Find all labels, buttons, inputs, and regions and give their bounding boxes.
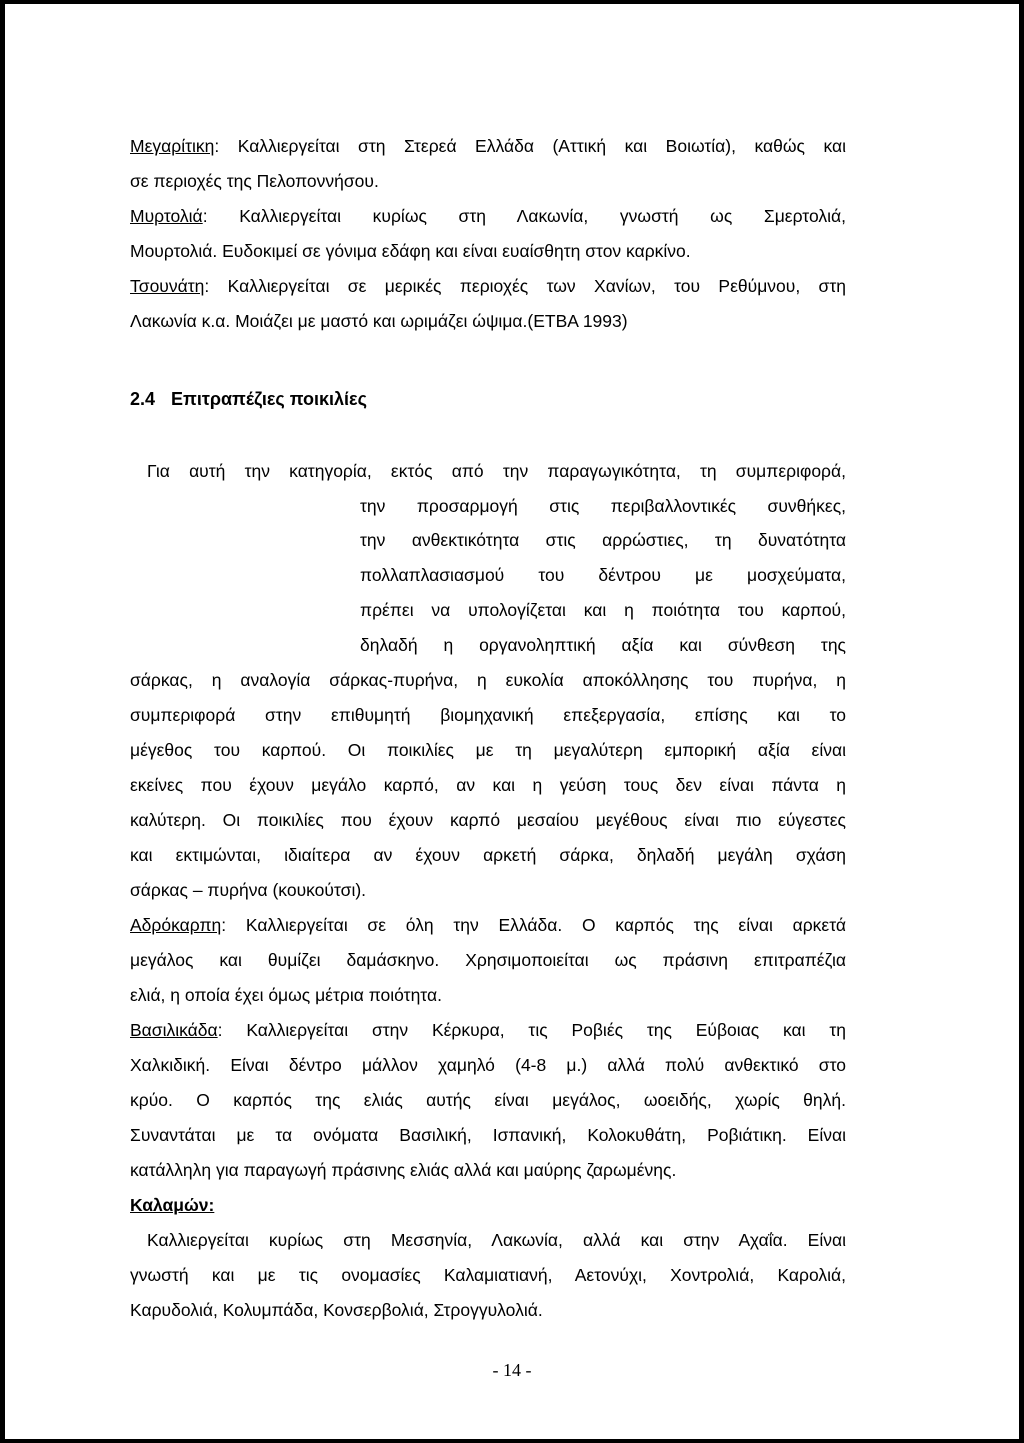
mourtolia-line-2: Μουρτολιά. Ευδοκιμεί σε γόνιμα εδάφη και είναι ευαίσθητη στον καρκίνο. — [130, 241, 691, 261]
tsounati-line-1: Τσουνάτη: Καλλιεργείται σε μερικές περιοχές των Χανίων, του Ρεθύμνου, στη — [130, 276, 846, 296]
text: Καλλιεργείται σε όλη την Ελλάδα. Ο καρπός της είναι αρκετά — [245, 915, 846, 935]
intro-line: την ανθεκτικότητα στις αρρώστιες, τη δυνατότητα — [360, 530, 846, 550]
vasilikada-line-2: Χαλκιδική. Είναι δέντρο μάλλον χαμηλό (4-8 μ.) αλλά πολύ ανθεκτικό στο — [130, 1055, 846, 1075]
intro-line: πρέπει να υπολογίζεται και η ποιότητα του καρπού, — [360, 600, 846, 620]
vasilikada-line-4: Συναντάται με τα ονόματα Βασιλική, Ισπανική, Κολοκυθάτη, Ροβιάτικη. Είναι — [130, 1125, 846, 1145]
vasilikada-line-1: Βασιλικάδα: Καλλιεργείται στην Κέρκυρα, τις Ροβιές της Εύβοιας και τη — [130, 1020, 846, 1040]
variety-term: Καλαμών: — [130, 1195, 215, 1215]
adrokarpi-line-2: μεγάλος και θυμίζει δαμάσκηνο. Χρησιμοποιείται ως πράσινη επιτραπέζια — [130, 950, 846, 970]
intro-line: καλύτερη. Οι ποικιλίες που έχουν καρπό μεσαίου μεγέθους είναι πιο εύγεστες — [130, 810, 846, 830]
section-heading — [130, 386, 367, 412]
intro-line: σάρκας, η αναλογία σάρκας-πυρήνα, η ευκολία αποκόλλησης του πυρήνα, η — [130, 670, 846, 690]
vasilikada-line-5: κατάλληλη για παραγωγή πράσινης ελιάς αλλά και μαύρης ζαρωμένης. — [130, 1160, 677, 1180]
intro-line: πολλαπλασιασμού του δέντρου με μοσχεύματα, — [360, 565, 846, 585]
document-sheet — [5, 4, 1019, 1439]
text: Καλλιεργείται κυρίως στη Λακωνία, γνωστή ως Σμερτολιά, — [239, 206, 846, 226]
kalamon-term-line — [130, 1193, 846, 1217]
megaritiki-line-1: Μεγαρίτικη: Καλλιεργείται στη Στερεά Ελλάδα (Αττική και Βοιωτία), καθώς και — [130, 136, 846, 156]
kalamon-line-1: Καλλιεργείται κυρίως στη Μεσσηνία, Λακωνία, αλλά και στην Αχαΐα. Είναι — [147, 1230, 846, 1250]
text: Καλλιεργείται στη Στερεά Ελλάδα (Αττική και Βοιωτία), καθώς και — [237, 136, 846, 156]
kalamon-line-3: Καρυδολιά, Κολυμπάδα, Κονσερβολιά, Στρογγυλολιά. — [130, 1300, 543, 1320]
intro-line: Για αυτή την κατηγορία, εκτός από την παραγωγικότητα, τη συμπεριφορά, — [147, 461, 846, 481]
intro-line: σάρκας – πυρήνα (κουκούτσι). — [130, 880, 367, 900]
text: Καλλιεργείται στην Κέρκυρα, τις Ροβιές της Εύβοιας και τη — [246, 1020, 846, 1040]
section-number: 2.4 — [130, 389, 156, 409]
variety-term: Βασιλικάδα — [130, 1020, 218, 1040]
intro-line: συμπεριφορά στην επιθυμητή βιομηχανική επεξεργασία, επίσης και το — [130, 705, 846, 725]
section-title: Επιτραπέζιες ποικιλίες — [171, 389, 367, 409]
intro-line: εκείνες που έχουν μεγάλο καρπό, αν και η γεύση τους δεν είναι πάντα η — [130, 775, 846, 795]
megaritiki-line-2: σε περιοχές της Πελοποννήσου. — [130, 171, 379, 191]
variety-term: Μεγαρίτικη — [130, 136, 215, 156]
intro-line: την προσαρμογή στις περιβαλλοντικές συνθήκες, — [360, 496, 846, 516]
page-number: - 14 - — [492, 1360, 532, 1380]
intro-line: και εκτιμώνται, ιδιαίτερα αν έχουν αρκετή σάρκα, δηλαδή μεγάλη σχάση — [130, 845, 846, 865]
variety-term: Τσουνάτη — [130, 276, 205, 296]
text: Καλλιεργείται σε μερικές περιοχές των Χανίων, του Ρεθύμνου, στη — [227, 276, 846, 296]
tsounati-line-2: Λακωνία κ.α. Μοιάζει με μαστό και ωριμάζει ώψιμα.(ΕΤΒΑ 1993) — [130, 311, 628, 331]
intro-line: δηλαδή η οργανοληπτική αξία και σύνθεση της — [360, 635, 846, 655]
adrokarpi-line-3: ελιά, η οποία έχει όμως μέτρια ποιότητα. — [130, 985, 442, 1005]
intro-line: μέγεθος του καρπού. Οι ποικιλίες με τη μεγαλύτερη εμπορική αξία είναι — [130, 740, 846, 760]
mourtolia-line-1: Μυρτολιά: Καλλιεργείται κυρίως στη Λακωνία, γνωστή ως Σμερτολιά, — [130, 206, 846, 226]
variety-term: Μυρτολιά — [130, 206, 203, 226]
variety-term: Αδρόκαρπη — [130, 915, 222, 935]
adrokarpi-line-1: Αδρόκαρπη: Καλλιεργείται σε όλη την Ελλάδα. Ο καρπός της είναι αρκετά — [130, 915, 846, 935]
vasilikada-line-3: κρύο. Ο καρπός της ελιάς αυτής είναι μεγάλος, ωοειδής, χωρίς θηλή. — [130, 1090, 846, 1110]
kalamon-line-2: γνωστή και με τις ονομασίες Καλαμιατιανή, Αετονύχι, Χοντρολιά, Καρολιά, — [130, 1265, 846, 1285]
